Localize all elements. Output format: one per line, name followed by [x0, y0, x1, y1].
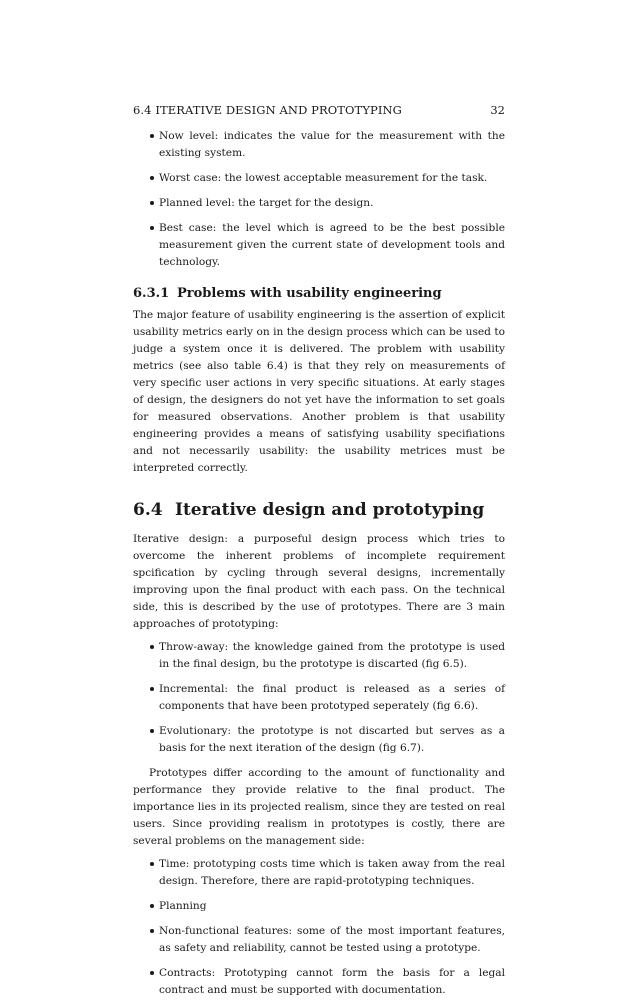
subsection-number: 6.3.1	[133, 286, 170, 301]
section-number: 6.4	[133, 500, 163, 520]
section-paragraph-2: Prototypes differ according to the amount of functionality and performance they provide relative to the final product. The importance lies in its projected realism, since they are tested on real users. Since providing realism in prototypes is costly, there are several problems on the management side:	[133, 767, 505, 847]
list-item: Evolutionary: the prototype is not discarted but serves as a basis for the next iteration of the design (fig 6.7).	[133, 723, 505, 757]
subsection-heading	[133, 285, 505, 303]
list-item: Now level: indicates the value for the measurement with the existing system.	[133, 128, 505, 162]
list-item: Best case: the level which is agreed to be the best possible measurement given the current state of development tools and technology.	[133, 220, 505, 271]
subsection-paragraph: The major feature of usability engineering is the assertion of explicit usability metrics early on in the design process which can be used to judge a system once it is delivered. The problem with usability metrics (see also table 6.4) is that they rely on measurements of very specific user actions in very specific situations. At early stages of design, the designers do not yet have the information to set goals for measured observations. Another problem is that usability engineering provides a means of satisfying usability specifiations and not necessarily usability: the usability metrices must be interpreted correctly.	[133, 309, 505, 474]
subsection-title: Problems with usability engineering	[177, 286, 442, 301]
list-item: Planned level: the target for the design.	[133, 195, 505, 212]
running-header	[133, 103, 505, 117]
section-intro: Iterative design: a purposeful design process which tries to overcome the inherent problems of incomplete requirement spcification by cycling through several designs, incrementally improving upon the final product with each pass. On the technical side, this is described by the use of prototypes. There are 3 main approaches of prototyping:	[133, 533, 505, 630]
list-item: Planning	[133, 898, 505, 915]
page-content	[133, 128, 505, 1007]
levels-list	[133, 128, 505, 271]
section-title: Iterative design and prototyping	[175, 500, 485, 520]
management-problems-list	[133, 856, 505, 999]
list-item: Worst case: the lowest acceptable measurement for the task.	[133, 170, 505, 187]
section-heading	[133, 499, 505, 521]
list-item: Non-functional features: some of the most important features, as safety and reliability, cannot be tested using a prototype.	[133, 923, 505, 957]
list-item: Time: prototyping costs time which is taken away from the real design. Therefore, there are rapid-prototyping techniques.	[133, 856, 505, 890]
page-number: 32	[490, 103, 505, 117]
prototyping-approaches-list	[133, 639, 505, 757]
list-item: Throw-away: the knowledge gained from the prototype is used in the final design, bu the prototype is discarted (fig 6.5).	[133, 639, 505, 673]
running-header-title: 6.4 ITERATIVE DESIGN AND PROTOTYPING	[133, 103, 402, 117]
list-item: Incremental: the final product is released as a series of components that have been prototyped seperately (fig 6.6).	[133, 681, 505, 715]
list-item: Contracts: Prototyping cannot form the basis for a legal contract and must be supported with documentation.	[133, 965, 505, 999]
